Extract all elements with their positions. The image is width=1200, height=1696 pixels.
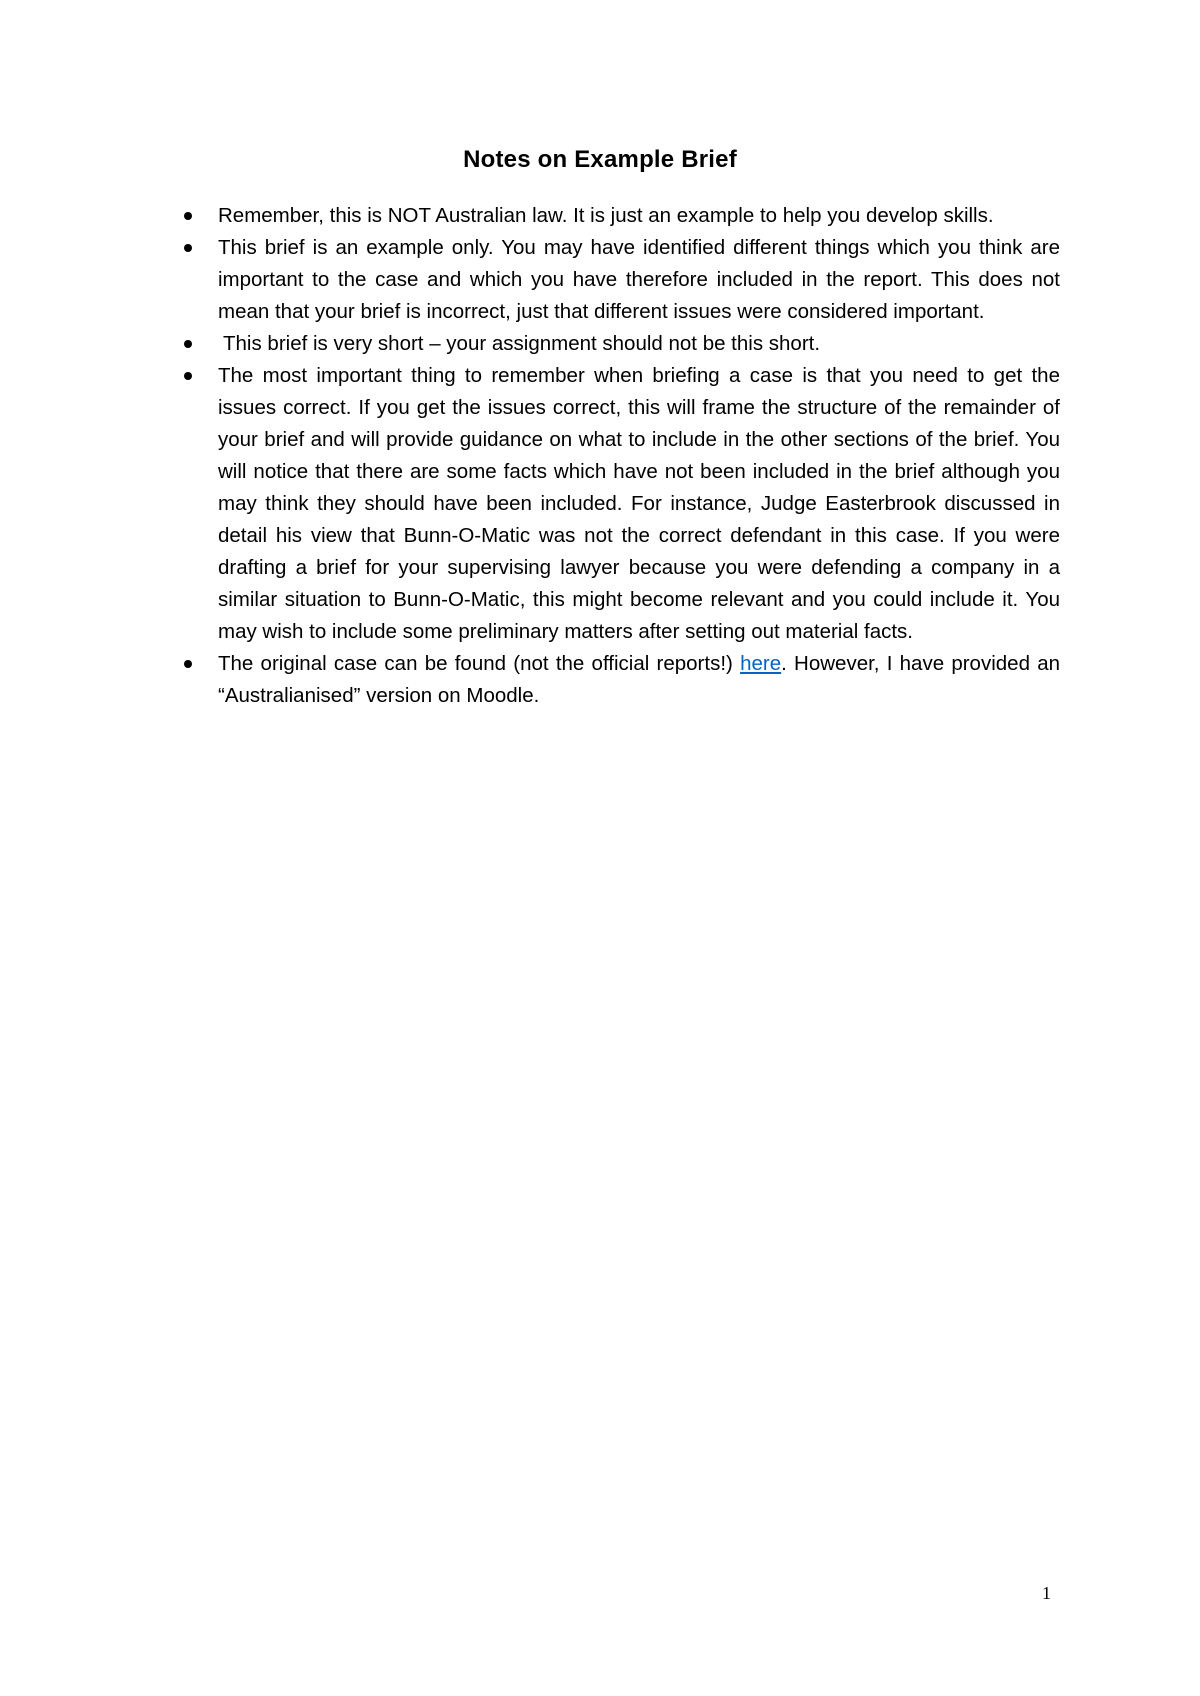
original-case-link[interactable]: here bbox=[740, 652, 782, 675]
bullet-icon bbox=[184, 660, 192, 668]
bullet-icon bbox=[184, 372, 192, 380]
list-item-text-after-link: . However, I have provided an “Australianised” version on Moodle. bbox=[218, 652, 1061, 707]
list-item bbox=[174, 648, 1060, 712]
list-item-text: The most important thing to remember when briefing a case is that you need to get the issues correct. If you get the issues correct, this will frame the structure of the remainder of your brief and will provide guidance on what to include in the other sections of the brief. You will notice that there are some facts which have not been included in the brief although you may think they should have been included. For instance, Judge Easterbrook discussed in detail his view that Bunn-O-Matic was not the correct defendant in this case. If you were drafting a brief for your supervising lawyer because you were defending a company in a similar situation to Bunn-O-Matic, this might become relevant and you could include it. You may wish to include some preliminary matters after setting out material facts. bbox=[218, 364, 1060, 643]
list-item-text: Remember, this is NOT Australian law. It is just an example to help you develop skills. bbox=[218, 204, 994, 227]
page-number: 1 bbox=[1042, 1583, 1051, 1603]
list-item-text-before-link: The original case can be found (not the official reports!) bbox=[218, 652, 741, 675]
list-item bbox=[174, 200, 1060, 232]
bullet-icon bbox=[184, 340, 192, 348]
bullet-icon bbox=[184, 244, 192, 252]
bullet-icon bbox=[184, 212, 192, 220]
notes-list bbox=[174, 200, 1060, 712]
document-title: Notes on Example Brief bbox=[463, 146, 737, 173]
list-item-text: This brief is an example only. You may have identified different things which you think are important to the case and which you have therefore included in the report. This does not mean that your brief is incorrect, just that different issues were considered important. bbox=[218, 236, 1060, 323]
list-item bbox=[174, 232, 1060, 328]
list-item bbox=[174, 360, 1060, 648]
list-item-text: This brief is very short – your assignment should not be this short. bbox=[223, 332, 821, 355]
list-item bbox=[174, 328, 1060, 360]
